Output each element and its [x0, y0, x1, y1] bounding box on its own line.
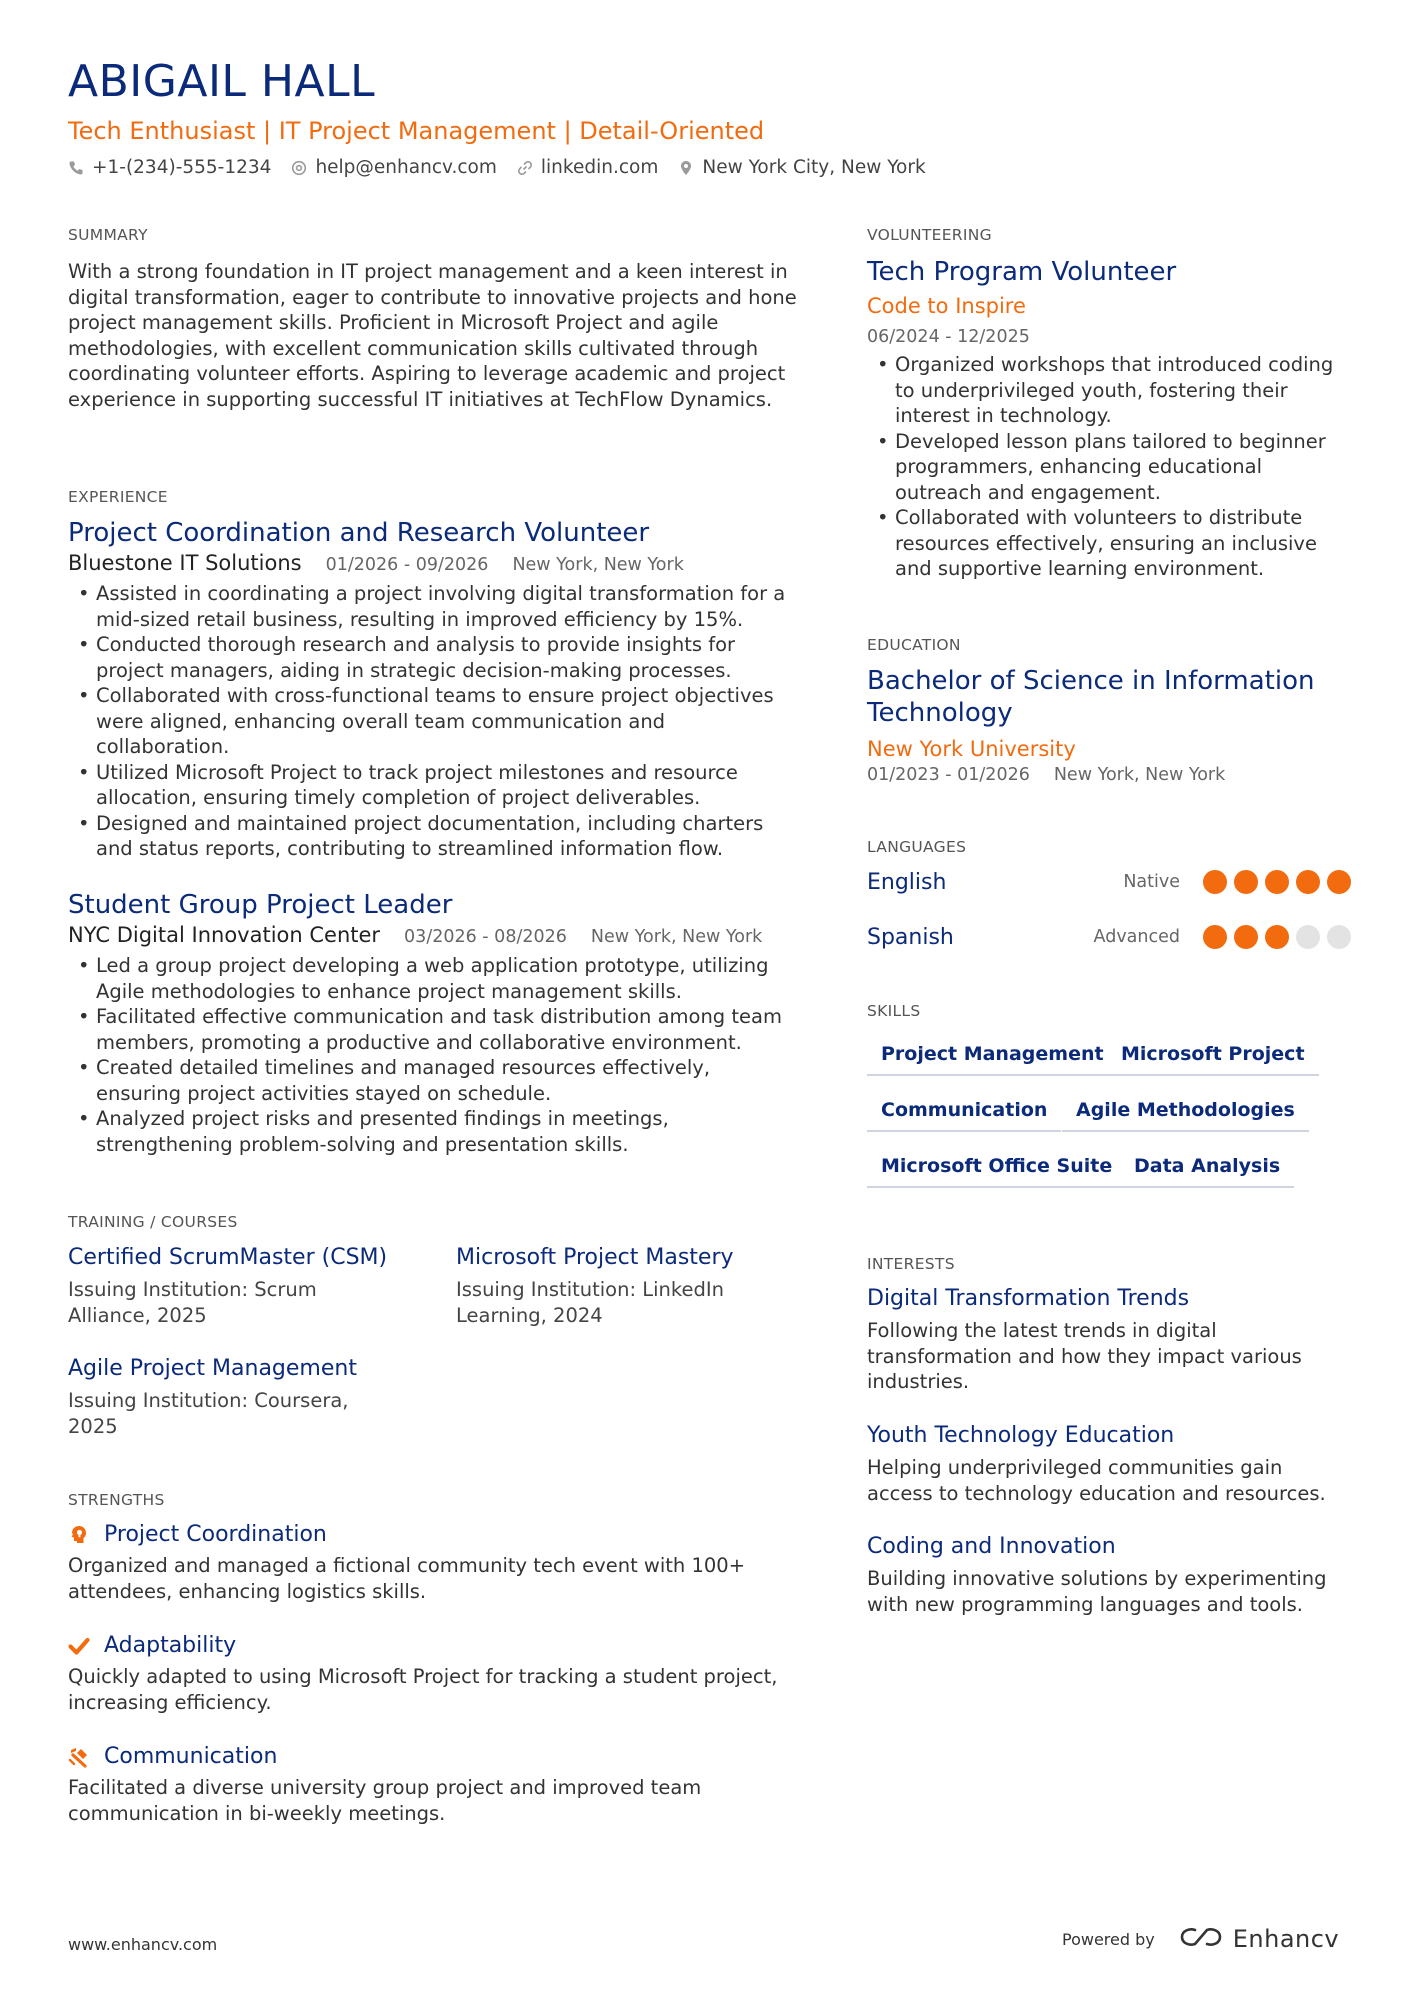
- experience-location: New York, New York: [512, 555, 684, 575]
- experience-meta: [68, 923, 798, 947]
- bullet: • Developed lesson plans tailored to beginner programmers, enhancing educational outreach and engagement.: [867, 429, 1351, 506]
- experience-role: Student Group Project Leader: [68, 890, 453, 920]
- education-item: [867, 665, 1351, 785]
- candidate-name: ABIGAIL HALL: [68, 56, 376, 107]
- language-level: Advanced: [1093, 927, 1180, 947]
- link-icon: [517, 160, 533, 176]
- skill-tag: Agile Methodologies: [1062, 1099, 1309, 1132]
- strength-item: [68, 1522, 798, 1604]
- contact-email-text: help@enhancv.com: [315, 157, 497, 178]
- skill-tag: Microsoft Project: [1107, 1043, 1319, 1076]
- education-heading: EDUCATION: [867, 636, 961, 654]
- interest-text: Following the latest trends in digital transformation and how they impact various industries.: [867, 1319, 1302, 1393]
- training-heading: TRAINING / COURSES: [68, 1213, 238, 1231]
- skill-tag: Data Analysis: [1120, 1155, 1294, 1188]
- volunteering-role: Tech Program Volunteer: [867, 257, 1177, 287]
- strength-name: Communication: [104, 1744, 278, 1769]
- megaphone-icon: [68, 1746, 90, 1768]
- experience-bullets: [68, 953, 798, 1157]
- strength-text: Facilitated a diverse university group project and improved team communication in bi-weekly meetings.: [68, 1776, 702, 1825]
- phone-icon: [68, 160, 84, 176]
- interest-name: Coding and Innovation: [867, 1534, 1116, 1559]
- experience-heading: EXPERIENCE: [68, 488, 168, 506]
- rating-dot-filled: [1327, 870, 1351, 894]
- bullet: • Utilized Microsoft Project to track project milestones and resource allocation, ensuring timely completion of project deliverables.: [68, 760, 798, 811]
- bullet: • Assisted in coordinating a project involving digital transformation for a mid-sized retail business, resulting in improved efficiency by 15%.: [68, 581, 798, 632]
- volunteering-dates: 06/2024 - 12/2025: [867, 327, 1030, 347]
- rating-dot-filled: [1234, 870, 1258, 894]
- language-rating: [1196, 870, 1351, 894]
- bullet: • Collaborated with volunteers to distribute resources effectively, ensuring an inclusive and supportive learning environment.: [867, 505, 1351, 582]
- rating-dot-empty: [1296, 925, 1320, 949]
- strength-header: [68, 1744, 798, 1769]
- education-dates: 01/2023 - 01/2026: [867, 765, 1030, 785]
- education-meta: [867, 765, 1351, 785]
- strength-name: Adaptability: [104, 1633, 237, 1658]
- course-name: Certified ScrumMaster (CSM): [68, 1245, 388, 1270]
- location-pin-icon: [678, 160, 694, 176]
- strength-item: [68, 1633, 798, 1715]
- rating-dot-filled: [1296, 870, 1320, 894]
- at-icon: [291, 160, 307, 176]
- volunteering-org: Code to Inspire: [867, 294, 1026, 318]
- experience-dates: 01/2026 - 09/2026: [325, 555, 489, 575]
- brand-name: Enhancv: [1232, 1925, 1340, 1953]
- course-institution: Issuing Institution: LinkedIn Learning, 2024: [456, 1278, 724, 1327]
- skill-tag: Project Management: [867, 1043, 1118, 1076]
- education-location: New York, New York: [1053, 765, 1226, 785]
- skills-heading: SKILLS: [867, 1002, 921, 1020]
- skill-tag: Microsoft Office Suite: [867, 1155, 1126, 1188]
- rating-dot-filled: [1265, 925, 1289, 949]
- strengths-heading: STRENGTHS: [68, 1491, 165, 1509]
- experience-item: [68, 889, 798, 1157]
- course-institution: Issuing Institution: Scrum Alliance, 2025: [68, 1278, 317, 1327]
- volunteering-heading: VOLUNTEERING: [867, 226, 992, 244]
- experience-meta: [68, 551, 798, 575]
- experience-dates: 03/2026 - 08/2026: [404, 927, 567, 947]
- course-name: Agile Project Management: [68, 1356, 357, 1381]
- strength-header: [68, 1633, 798, 1658]
- contact-location: [678, 157, 925, 178]
- bullet: • Analyzed project risks and presented findings in meetings, strengthening problem-solving and presentation skills.: [68, 1106, 798, 1157]
- interest-name: Youth Technology Education: [867, 1423, 1175, 1448]
- contact-bar: [68, 157, 946, 178]
- contact-phone-text: +1-(234)-555-1234: [92, 157, 272, 178]
- course-institution: Issuing Institution: Coursera, 2025: [68, 1389, 349, 1438]
- interest-name: Digital Transformation Trends: [867, 1286, 1190, 1311]
- language-row: [867, 867, 1351, 897]
- contact-linkedin-text: linkedin.com: [540, 157, 659, 178]
- experience-item: [68, 517, 798, 862]
- course-item: [68, 1355, 388, 1439]
- volunteering-bullets: [867, 352, 1351, 582]
- rating-dot-filled: [1203, 925, 1227, 949]
- education-degree: Bachelor of Science in Information Technology: [867, 666, 1315, 728]
- bullet: • Designed and maintained project documentation, including charters and status reports, contributing to streamlined information flow.: [68, 811, 798, 862]
- language-name: Spanish: [867, 924, 954, 950]
- footer-website-link[interactable]: www.enhancv.com: [68, 1935, 218, 1954]
- candidate-headline: Tech Enthusiast | IT Project Management | Detail-Oriented: [68, 117, 765, 145]
- language-level: Native: [1123, 872, 1180, 892]
- strength-item: [68, 1744, 798, 1826]
- footer-branding[interactable]: [1062, 1924, 1339, 1954]
- course-item: [456, 1244, 776, 1328]
- strength-text: Quickly adapted to using Microsoft Project for tracking a student project, increasing efficiency.: [68, 1665, 778, 1714]
- strength-name: Project Coordination: [104, 1522, 327, 1547]
- rating-dot-empty: [1327, 925, 1351, 949]
- bullet: • Created detailed timelines and managed resources effectively, ensuring project activities stayed on schedule.: [68, 1055, 798, 1106]
- course-item: [68, 1244, 388, 1328]
- summary-heading: SUMMARY: [68, 226, 148, 244]
- summary-text: With a strong foundation in IT project management and a keen interest in digital transformation, eager to contribute to innovative projects and hone project management skills. Proficient in Microsoft Project and agile methodologies, with excellent communication skills cultivated through coordinating volunteer efforts. Aspiring to leverage academic and project experience in supporting successful IT initiatives at TechFlow Dynamics.: [68, 260, 797, 411]
- interest-text: Helping underprivileged communities gain access to technology education and resources.: [867, 1456, 1326, 1505]
- languages-heading: LANGUAGES: [867, 838, 967, 856]
- powered-by-label: Powered by: [1062, 1929, 1155, 1949]
- strength-text: Organized and managed a fictional community tech event with 100+ attendees, enhancing logistics skills.: [68, 1554, 746, 1603]
- experience-role: Project Coordination and Research Volunteer: [68, 518, 650, 548]
- bullet: • Conducted thorough research and analysis to provide insights for project managers, aiding in strategic decision-making processes.: [68, 632, 798, 683]
- experience-company: Bluestone IT Solutions: [68, 551, 302, 575]
- language-row: [867, 922, 1351, 952]
- contact-phone[interactable]: [68, 157, 271, 178]
- course-name: Microsoft Project Mastery: [456, 1245, 734, 1270]
- experience-company: NYC Digital Innovation Center: [68, 923, 381, 947]
- enhancv-logo-icon: [1179, 1924, 1233, 1954]
- interest-item: [867, 1422, 1351, 1506]
- interest-item: [867, 1285, 1351, 1395]
- checkmark-icon: [68, 1635, 90, 1657]
- bullet: • Collaborated with cross-functional teams to ensure project objectives were aligned, enhancing overall team communication and collaboration.: [68, 683, 798, 760]
- language-rating: [1196, 925, 1351, 949]
- rating-dot-filled: [1203, 870, 1227, 894]
- experience-location: New York, New York: [590, 927, 763, 947]
- interests-heading: INTERESTS: [867, 1255, 955, 1273]
- rating-dot-filled: [1265, 870, 1289, 894]
- head-bulb-icon: [68, 1524, 90, 1546]
- interest-text: Building innovative solutions by experimenting with new programming languages and tools.: [867, 1567, 1327, 1616]
- volunteering-item: [867, 256, 1351, 582]
- skill-tag: Communication: [867, 1099, 1061, 1132]
- language-name: English: [867, 869, 947, 895]
- bullet: • Facilitated effective communication and task distribution among team members, promoting a productive and collaborative environment.: [68, 1004, 798, 1055]
- interest-item: [867, 1533, 1351, 1617]
- contact-linkedin[interactable]: [517, 157, 658, 178]
- education-school: New York University: [867, 737, 1076, 761]
- bullet: • Organized workshops that introduced coding to underprivileged youth, fostering their interest in technology.: [867, 352, 1351, 429]
- experience-bullets: [68, 581, 798, 862]
- contact-location-text: New York City, New York: [702, 157, 926, 178]
- contact-email[interactable]: [291, 157, 496, 178]
- bullet: • Led a group project developing a web application prototype, utilizing Agile methodologies to enhance project management skills.: [68, 953, 798, 1004]
- rating-dot-filled: [1234, 925, 1258, 949]
- strength-header: [68, 1522, 798, 1547]
